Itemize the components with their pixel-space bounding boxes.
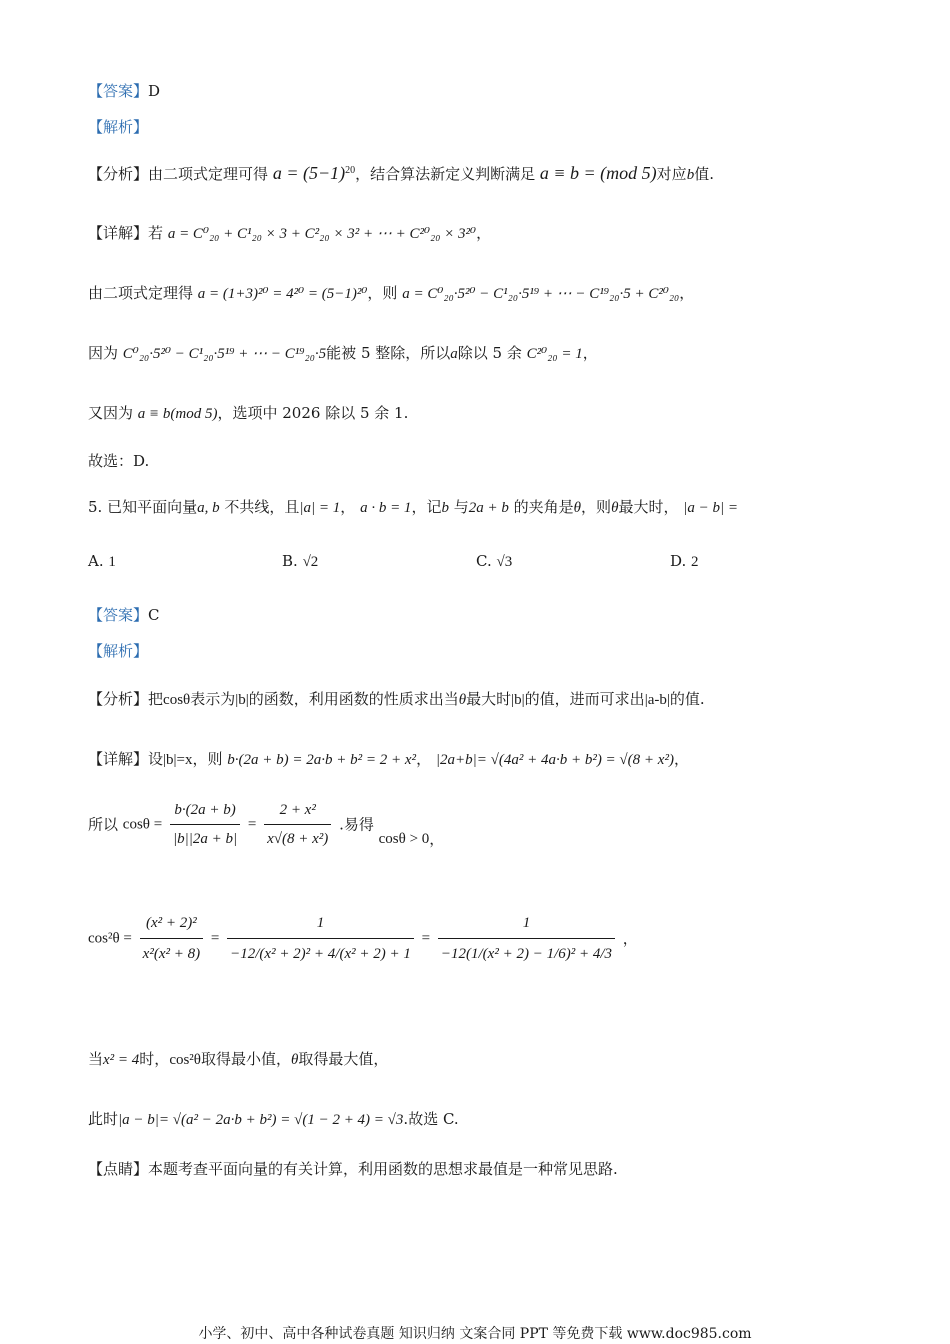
math-sum: C⁰₂₀·5²⁰ − C¹₂₀·5¹⁹ + ⋯ − C¹⁹₂₀·5: [122, 346, 327, 362]
text: ，: [416, 750, 432, 768]
text: 的函数，利用函数的性质求出当: [248, 690, 459, 708]
text: 的夹角是: [513, 498, 574, 516]
q5-cos-line: [88, 796, 444, 853]
math-cos-lhs: cosθ =: [122, 816, 163, 833]
math-norm-2a-b: |2a+b|= √(4a² + 4a·b + b²) = √(8 + x²): [435, 752, 674, 768]
math-norm-a-b: |a-b|: [644, 692, 670, 708]
xiangjie-tag: 【详解】: [88, 750, 149, 768]
text: ，: [679, 284, 695, 302]
q5-xiangjie-line: [88, 748, 689, 771]
math-dot: a · b = 1: [360, 500, 412, 516]
q5-stem: [88, 496, 738, 519]
text: ，则: [192, 750, 223, 768]
q4-conclusion: 故选：D.: [88, 452, 150, 470]
math-x2-4: x² = 4: [103, 1052, 140, 1068]
option-c: [476, 552, 512, 571]
math-norm-b: |b|: [235, 692, 249, 708]
math-mod: a ≡ b(mod 5): [137, 406, 218, 422]
q4-xiangjie-line: [88, 222, 491, 245]
math-eq: =: [421, 930, 431, 947]
numerator: 1: [438, 908, 615, 939]
text: 5. 已知平面向量: [88, 498, 198, 516]
math-b: b: [441, 500, 449, 516]
text: ，: [340, 498, 356, 516]
option-value: 2: [691, 554, 699, 570]
denominator: −12(1/(x² + 2) − 1/6)² + 4/3: [440, 946, 613, 962]
denominator: x²(x² + 8): [142, 946, 201, 962]
text: 本题考查平面向量的有关计算，利用函数的思想求最值是一种常见思路.: [148, 1160, 618, 1178]
math-theta: θ: [611, 500, 619, 516]
text: 表示为: [190, 690, 236, 708]
numerator: 1: [227, 908, 414, 939]
text: 时，: [139, 1050, 170, 1068]
math-a-binomial: a = (5−1): [272, 163, 346, 183]
math-2a-b: 2a + b: [468, 500, 509, 516]
option-label: A.: [88, 552, 104, 570]
fraction-1: [170, 796, 240, 853]
math-norm-b-x: |b|=x: [163, 752, 193, 768]
fraction-2: [264, 796, 331, 853]
math-norm-b: |b|: [511, 692, 525, 708]
option-label: B.: [282, 552, 298, 570]
math-ab: a, b: [197, 500, 220, 516]
fraction-cos2-1: [140, 908, 203, 969]
text: 的值.: [669, 690, 705, 708]
q5-cos2-line: [88, 908, 638, 969]
text: 最大时，: [618, 498, 679, 516]
q5-fenxi-line: [88, 688, 705, 711]
text: ，: [673, 750, 689, 768]
math-cos2-lhs: cos²θ =: [88, 930, 132, 947]
text: 此时: [88, 1110, 119, 1128]
text: 又因为: [88, 404, 134, 422]
math-expansion: a = C⁰₂₀ + C¹₂₀ × 3 + C²₂₀ × 3² + ⋯ + C²⁰₂₀ × 3²⁰: [167, 226, 477, 242]
q4-answer-line: [88, 80, 160, 102]
option-value: √3: [496, 554, 513, 570]
text: ，则: [367, 284, 398, 302]
math-norm-a-b: |a − b| =: [683, 500, 738, 516]
math-theta: θ: [291, 1052, 299, 1068]
q4-analysis-line: [88, 116, 148, 138]
text: 值.: [694, 165, 714, 183]
text: 的值，进而可求出: [524, 690, 645, 708]
numerator: b·(2a + b): [170, 796, 240, 825]
text: 由二项式定理得: [88, 284, 194, 302]
answer-tag: 【答案】: [88, 82, 149, 100]
math-c2020: C²⁰₂₀ = 1: [526, 346, 583, 362]
text: 取得最小值，: [201, 1050, 292, 1068]
text: 把: [148, 690, 164, 708]
math-binomial-eq: a = (1+3)²⁰ = 4²⁰ = (5−1)²⁰: [197, 286, 368, 302]
math-eq: =: [210, 930, 220, 947]
math-a: a: [450, 346, 458, 362]
q5-when-line: [88, 1048, 388, 1071]
denominator: −12/(x² + 2)² + 4/(x² + 2) + 1: [230, 946, 411, 962]
math-b-dot: b·(2a + b) = 2a·b + b² = 2 + x²: [227, 752, 417, 768]
text: ，则: [581, 498, 612, 516]
fraction-cos2-2: [227, 908, 414, 969]
text: ，记: [411, 498, 442, 516]
math-cos-theta: cosθ: [163, 692, 191, 708]
math-eq: =: [247, 816, 257, 833]
text: 取得最大值，: [298, 1050, 389, 1068]
option-label: C.: [476, 552, 492, 570]
answer-value: C: [148, 606, 160, 624]
fenxi-tag: 【分析】: [88, 165, 149, 183]
answer-value: D: [148, 82, 161, 100]
text: .故选 C.: [403, 1110, 459, 1128]
option-value: 1: [108, 554, 116, 570]
math-a-expansion: a = C⁰₂₀·5²⁰ − C¹₂₀·5¹⁹ + ⋯ − C¹⁹₂₀·5 + C²⁰₂₀: [402, 286, 680, 302]
math-congruence: a ≡ b = (mod 5): [539, 163, 657, 183]
q4-line2: [88, 282, 694, 305]
page-footer: 小学、初中、高中各种试卷真题 知识归纳 文案合同 PPT 等免费下载 www.doc985.com: [198, 1326, 752, 1342]
fenxi-tag: 【分析】: [88, 690, 149, 708]
math-theta: θ: [573, 500, 582, 516]
text: ，选项中 2026 除以 5 余 1.: [217, 404, 409, 422]
math-cos2: cos²θ: [169, 1052, 201, 1068]
option-value: √2: [302, 554, 319, 570]
q4-line4: [88, 402, 408, 425]
numerator: 2 + x²: [264, 796, 331, 825]
q5-result-line: [88, 1108, 459, 1131]
q4-fenxi-line: [88, 160, 714, 186]
math-theta: θ: [458, 692, 467, 708]
dianjing-tag: 【点睛】: [88, 1160, 149, 1178]
option-d: [670, 552, 699, 571]
text: 设: [148, 750, 164, 768]
text: 由二项式定理可得: [148, 165, 269, 183]
math-b: b: [686, 167, 695, 183]
denominator: |b||2a + b|: [172, 831, 238, 847]
numerator: (x² + 2)²: [140, 908, 203, 939]
q5-analysis-line: [88, 640, 148, 662]
text: 最大时: [466, 690, 512, 708]
text: ，结合算法新定义判断满足: [355, 165, 536, 183]
fraction-cos2-3: [438, 908, 615, 969]
analysis-tag: 【解析】: [88, 642, 149, 660]
q4-line3: [88, 342, 598, 365]
q5-answer-line: [88, 604, 160, 626]
text: 能被 5 整除，所以: [326, 344, 451, 362]
text: .易得: [339, 815, 374, 834]
option-a: [88, 552, 116, 571]
math-exponent: 20: [345, 165, 356, 176]
math-cos-positive: cosθ > 0: [378, 831, 430, 847]
text: 除以 5 余: [457, 344, 522, 362]
answer-tag: 【答案】: [88, 606, 149, 624]
text: ，: [622, 929, 638, 948]
text: ，: [429, 830, 445, 848]
text: 不共线，且: [224, 498, 300, 516]
text: 与: [453, 498, 469, 516]
math-result: |a − b|= √(a² − 2a·b + b²) = √(1 − 2 + 4) = √3: [118, 1112, 404, 1128]
text: 对应: [656, 165, 687, 183]
q5-dianjing-line: [88, 1158, 618, 1180]
text: 当: [88, 1050, 104, 1068]
option-label: D.: [670, 552, 687, 570]
text: ，: [476, 224, 492, 242]
text: 若: [148, 224, 164, 242]
math-norm-a: |a| = 1: [299, 500, 341, 516]
option-b: [282, 552, 318, 571]
text: 所以: [88, 815, 119, 834]
analysis-tag: 【解析】: [88, 118, 149, 136]
xiangjie-tag: 【详解】: [88, 224, 149, 242]
text: ，: [582, 344, 598, 362]
denominator: x√(8 + x²): [267, 831, 329, 847]
text: 因为: [88, 344, 119, 362]
